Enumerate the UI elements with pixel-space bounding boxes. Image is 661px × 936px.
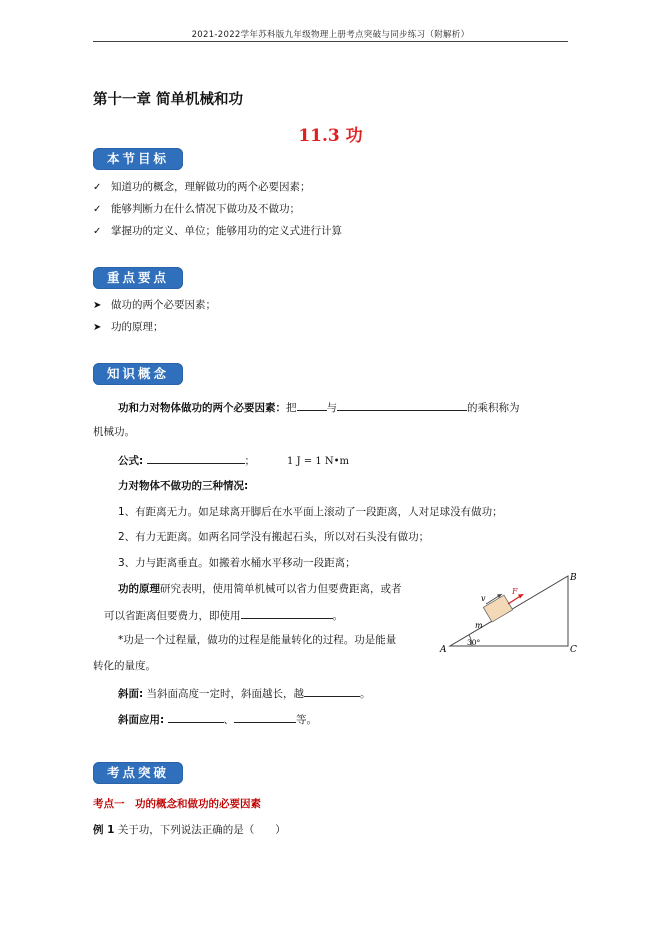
page-header: 2021-2022学年苏科版九年级物理上册考点突破与同步练习（附解析） xyxy=(191,30,470,40)
no-work-item-3: 3、力与距离垂直。如搬着水桶水平移动一段距离； xyxy=(118,557,356,569)
no-work-item-2: 2、有力无距离。如两名同学没有搬起石头，所以对石头没有做功； xyxy=(118,531,430,543)
block-mass xyxy=(483,595,512,622)
blank xyxy=(337,399,467,411)
velocity-label: v xyxy=(481,594,486,603)
vertex-A-label: A xyxy=(440,645,447,655)
principle-line-1: 功的原理研究表明，使用简单机械可以省力但要费距离，或者 xyxy=(118,583,402,595)
force-label: F xyxy=(512,587,518,596)
objectives-tag: 本节目标 xyxy=(93,148,183,170)
objective-item-1: ✓ 知道功的概念，理解做功的两个必要因素； xyxy=(93,181,311,193)
check-icon: ✓ xyxy=(93,204,102,215)
vertex-B-label: B xyxy=(570,573,577,583)
factors-line-cont: 机械功。 xyxy=(93,426,135,438)
process-line-1: *功是一个过程量，做功的过程是能量转化的过程。功是能量 xyxy=(118,634,397,646)
no-work-title: 力对物体不做功的三种情况: xyxy=(118,480,249,492)
objective-item-2: ✓ 能够判断力在什么情况下做功及不做功； xyxy=(93,203,300,215)
check-icon: ✓ xyxy=(93,182,102,193)
arrow-bullet-icon: ➤ xyxy=(93,300,102,311)
key-points-tag: 重点要点 xyxy=(93,267,183,289)
mass-label: m xyxy=(475,621,483,630)
blank xyxy=(168,711,224,723)
angle-label: 30° xyxy=(467,638,481,647)
formula-line: 公式: ； 1 J = 1 N•m xyxy=(118,452,349,469)
blank xyxy=(297,399,327,411)
header-divider xyxy=(93,41,568,42)
factors-line: 功和力对物体做功的两个必要因素：把 与 的乘积称为 xyxy=(118,399,520,415)
chapter-title: 第十一章 简单机械和功 xyxy=(93,92,244,108)
no-work-item-1: 1、有距离无力。如足球离开脚后在水平面上滚动了一段距离，人对足球没有做功； xyxy=(118,506,503,518)
check-icon: ✓ xyxy=(93,226,102,237)
key-point-item-1: ➤ 做功的两个必要因素； xyxy=(93,299,216,311)
breakthrough-tag: 考点突破 xyxy=(93,762,183,784)
incline-diagram xyxy=(438,570,578,658)
objective-item-3: ✓ 掌握功的定义、单位；能够用功的定义式进行计算 xyxy=(93,225,342,237)
blank xyxy=(147,452,245,464)
point-title: 考点一 功的概念和做功的必要因素 xyxy=(93,798,261,810)
concepts-tag: 知识概念 xyxy=(93,363,183,385)
key-point-item-2: ➤ 功的原理； xyxy=(93,321,164,333)
arrow-bullet-icon: ➤ xyxy=(93,322,102,333)
section-title: 11.3 功 xyxy=(298,126,363,146)
blank xyxy=(234,711,296,723)
example-1: 例 1 关于功，下列说法正确的是（ ） xyxy=(93,824,286,836)
force-arrowhead xyxy=(518,594,524,599)
principle-line-2: 可以省距离但要费力，即使用 。 xyxy=(104,607,343,623)
blank xyxy=(241,607,333,619)
process-line-2: 转化的量度。 xyxy=(93,660,156,672)
blank xyxy=(304,685,360,697)
incline-app-line: 斜面应用: 、 等。 xyxy=(118,711,317,727)
vertex-C-label: C xyxy=(570,645,577,655)
incline-line: 斜面: 当斜面高度一定时，斜面越长，越 。 xyxy=(118,685,371,701)
